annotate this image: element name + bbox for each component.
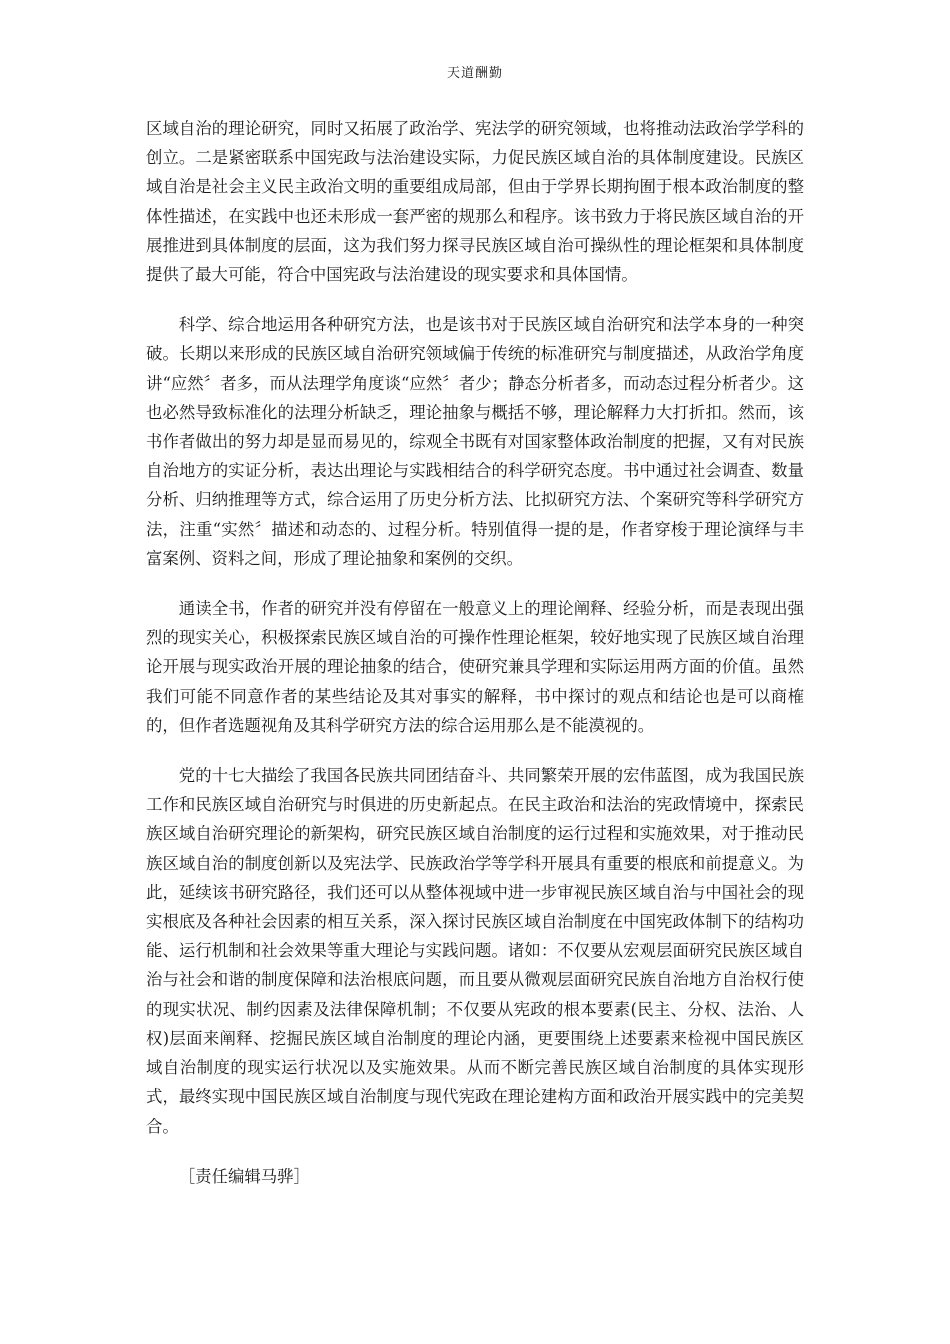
paragraph-2: 科学、综合地运用各种研究方法，也是该书对于民族区域自治研究和法学本身的一种突破。长期以来形成的民族区域自治研究领域偏于传统的标准研究与制度描述，从政治学角度讲“应然〞者多，而从法理学角度谈“应然〞者少；静态分析者多，而动态过程分析者少。这也必然导致标准化的法理分析缺乏，理论抽象与概括不够，理论解释力大打折扣。然而，该书作者做出的努力却是显而易见的，综观全书既有对国家整体政治制度的把握，又有对民族自治地方的实证分析，表达出理论与实践相结合的科学研究态度。书中通过社会调查、数量分析、归纳推理等方式，综合运用了历史分析方法、比拟研究方法、个案研究等科学研究方法，注重“实然〞描述和动态的、过程分析。特别值得一提的是，作者穿梭于理论演绎与丰富案例、资料之间，形成了理论抽象和案例的交织。 [146,315,804,568]
paragraph-1: 区域自治的理论研究，同时又拓展了政治学、宪法学的研究领域，也将推动法政治学学科的创立。二是紧密联系中国宪政与法治建设实际，力促民族区域自治的具体制度建设。民族区域自治是社会主义民主政治文明的重要组成局部，但由于学界长期拘囿于根本政治制度的整体性描述，在实践中也还未形成一套严密的规那么和程序。该书致力于将民族区域自治的开展推进到具体制度的层面，这为我们努力探寻民族区域自治可操纵性的理论框架和具体制度提供了最大可能，符合中国宪政与法治建设的现实要求和具体国情。 [146,119,804,285]
paragraph-4: 党的十七大描绘了我国各民族共同团结奋斗、共同繁荣开展的宏伟蓝图，成为我国民族工作和民族区域自治研究与时俱进的历史新起点。在民主政治和法治的宪政情境中，探索民族区域自治研究理论的新架构，研究民族区域自治制度的运行过程和实施效果，对于推动民族区域自治的制度创新以及宪法学、民族政治学等学科开展具有重要的根底和前提意义。为此，延续该书研究路径，我们还可以从整体视域中进一步审视民族区域自治与中国社会的现实根底及各种社会因素的相互关系，深入探讨民族区域自治制度在中国宪政体制下的结构功能、运行机制和社会效果等重大理论与实践问题。诸如：不仅要从宏观层面研究民族区域自治与社会和谐的制度保障和法治根底问题，而且要从微观层面研究民族自治地方自治权行使的现实状况、制约因素及法律保障机制；不仅要从宪政的根本要素(民主、分权、法治、人权)层面来阐释、挖掘民族区域自治制度的理论内涵，更要围绕上述要素来检视中国民族区域自治制度的现实运行状况以及实施效果。从而不断完善民族区域自治制度的具体实现形式，最终实现中国民族区域自治制度与现代宪政在理论建构方面和政治开展实践中的完美契合。 [146,766,804,1136]
editor-note: ［责任编辑马骅］ [178,1166,310,1186]
article-body [146,114,804,1191]
page-header: 天道酬勤 [446,66,503,81]
paragraph-3: 通读全书，作者的研究并没有停留在一般意义上的理论阐释、经验分析，而是表现出强烈的现实关心，积极探索民族区域自治的可操作性理论框架，较好地实现了民族区域自治理论开展与现实政治开展的理论抽象的结合，使研究兼具学理和实际运用两方面的价值。虽然我们可能不同意作者的某些结论及其对事实的解释，书中探讨的观点和结论也是可以商榷的，但作者选题视角及其科学研究方法的综合运用那么是不能漠视的。 [146,599,804,735]
